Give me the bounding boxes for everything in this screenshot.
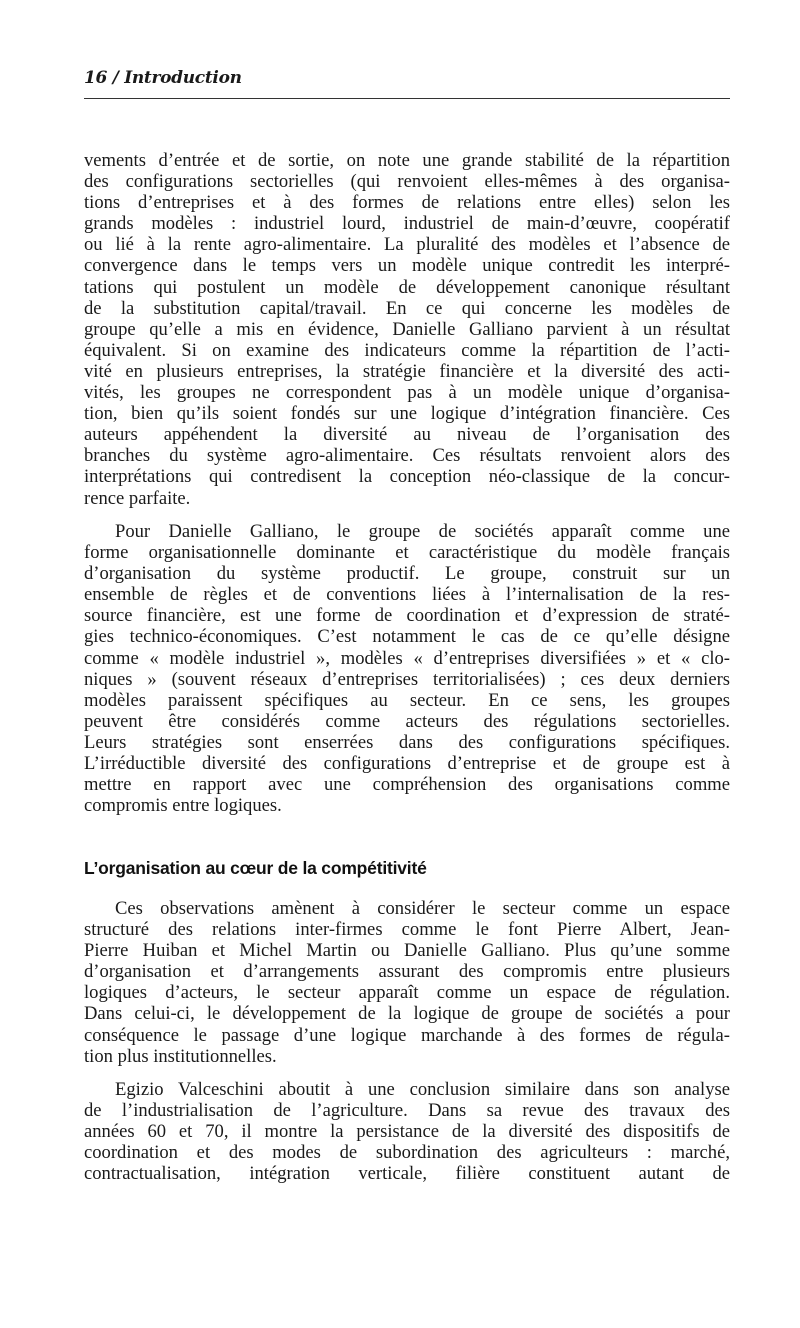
text-line: niques » (souvent réseaux d’entreprises territorialisées) ; ces deux derniers	[84, 668, 730, 690]
text-line: comme « modèle industriel », modèles « d’entreprises diversifiées » et « clo-	[84, 647, 730, 669]
text-line: logiques d’acteurs, le secteur apparaît comme un espace de régulation.	[84, 982, 730, 1004]
header-rule	[84, 98, 730, 99]
text-line: de l’industrialisation de l’agriculture. Dans sa revue des travaux des	[84, 1100, 730, 1122]
text-line: mettre en rapport avec une compréhension des organisations comme	[84, 774, 730, 796]
text-line: tations qui postulent un modèle de développement canonique résultant	[84, 276, 730, 298]
text-line: vité en plusieurs entreprises, la stratégie financière et la diversité des acti-	[84, 360, 730, 382]
text-line: rence parfaite.	[84, 487, 191, 509]
text-line: structuré des relations inter-firmes comme le font Pierre Albert, Jean-	[84, 919, 730, 941]
text-line: branches du système agro-alimentaire. Ces résultats renvoient alors des	[84, 445, 730, 467]
text-line: tions d’entreprises et à des formes de relations entre elles) selon les	[84, 192, 730, 214]
text-line: forme organisationnelle dominante et caractéristique du modèle français	[84, 542, 730, 564]
text-line: d’organisation et d’arrangements assurant des compromis entre plusieurs	[84, 961, 730, 983]
text-line: tion plus institutionnelles.	[84, 1045, 277, 1067]
text-line: convergence dans le temps vers un modèle unique contredit les interpré-	[84, 255, 730, 277]
paragraph-1	[84, 150, 730, 509]
text-line: tion, bien qu’ils soient fondés sur une logique d’intégration financière. Ces	[84, 403, 730, 425]
text-line: Dans celui-ci, le développement de la logique de groupe de sociétés a pour	[84, 1003, 730, 1025]
text-line: ou lié à la rente agro-alimentaire. La pluralité des modèles et l’absence de	[84, 234, 730, 256]
text-line: vements d’entrée et de sortie, on note une grande stabilité de la répartition	[84, 150, 730, 171]
text-line: interprétations qui contredisent la conception néo-classique de la concur-	[84, 466, 730, 488]
section-heading: L’organisation au cœur de la compétitivité	[84, 858, 427, 878]
paragraph-3	[84, 898, 730, 1067]
text-line: source financière, est une forme de coordination et d’expression de straté-	[84, 605, 730, 627]
text-line: Pour Danielle Galliano, le groupe de sociétés apparaît comme une	[115, 521, 730, 542]
text-line: peuvent être considérés comme acteurs des régulations sectorielles.	[84, 710, 730, 732]
text-line: gies technico-économiques. C’est notamment le cas de ce qu’elle désigne	[84, 626, 730, 648]
text-line: des configurations sectorielles (qui renvoient elles-mêmes à des organisa-	[84, 171, 730, 193]
paragraph-4	[84, 1079, 730, 1184]
text-line: grands modèles : industriel lourd, industriel de main-d’œuvre, coopératif	[84, 213, 730, 235]
text-line: d’organisation du système productif. Le groupe, construit sur un	[84, 563, 730, 585]
text-line: compromis entre logiques.	[84, 795, 282, 817]
text-line: Leurs stratégies sont enserrées dans des configurations spécifiques.	[84, 731, 730, 753]
text-line: Ces observations amènent à considérer le secteur comme un espace	[115, 898, 730, 919]
text-line: coordination et des modes de subordination des agriculteurs : marché,	[84, 1142, 730, 1164]
text-line: L’irréductible diversité des configurations d’entreprise et de groupe est à	[84, 753, 730, 775]
text-line: conséquence le passage d’une logique marchande à des formes de régula-	[84, 1024, 730, 1046]
text-line: de la substitution capital/travail. En ce qui concerne les modèles de	[84, 297, 730, 319]
running-head: 16 / Introduction	[84, 68, 242, 88]
paragraph-2	[84, 521, 730, 816]
text-line: auteurs appéhendent la diversité au niveau de l’organisation des	[84, 424, 730, 446]
text-line: vités, les groupes ne correspondent pas à un modèle unique d’organisa-	[84, 382, 730, 404]
text-line: Egizio Valceschini aboutit à une conclusion similaire dans son analyse	[115, 1079, 730, 1100]
text-line: modèles paraissent spécifiques au secteur. En ce sens, les groupes	[84, 689, 730, 711]
text-line: ensemble de règles et de conventions liées à l’internalisation de la res-	[84, 584, 730, 606]
text-line: Pierre Huiban et Michel Martin ou Danielle Galliano. Plus qu’une somme	[84, 940, 730, 962]
text-line: groupe qu’elle a mis en évidence, Danielle Galliano parvient à un résultat	[84, 318, 730, 340]
text-line: années 60 et 70, il montre la persistance de la diversité des dispositifs de	[84, 1121, 730, 1143]
text-line: contractualisation, intégration verticale, filière constituent autant de	[84, 1163, 730, 1185]
text-line: équivalent. Si on examine des indicateurs comme la répartition de l’acti-	[84, 339, 730, 361]
